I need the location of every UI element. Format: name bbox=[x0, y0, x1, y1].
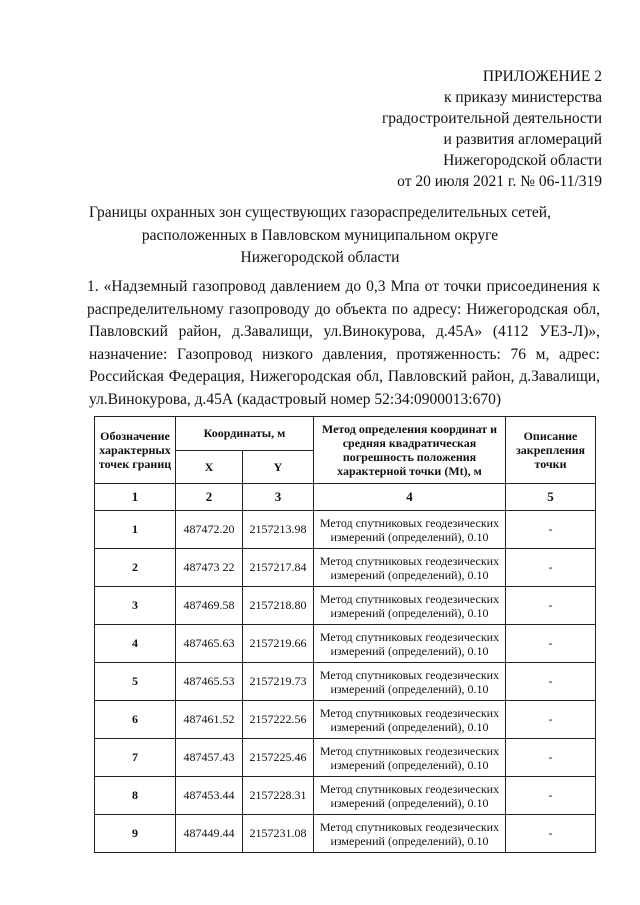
header-description: Описание закрепления точки bbox=[506, 417, 596, 484]
y-coordinate: 2157218.80 bbox=[243, 587, 314, 625]
table-row bbox=[95, 739, 596, 777]
paragraph-line: ул.Винокурова, д.45А (кадастровый номер 52:34:0900013:670) bbox=[89, 390, 501, 408]
appendix-header bbox=[282, 66, 602, 192]
point-number: 8 bbox=[95, 777, 176, 815]
y-coordinate: 2157222.56 bbox=[243, 701, 314, 739]
document-title bbox=[40, 202, 600, 270]
appendix-order-line: к приказу министерства bbox=[444, 89, 602, 106]
description-cell: - bbox=[506, 815, 596, 853]
appendix-ministry-line: градостроительной деятельности bbox=[381, 110, 602, 127]
description-cell: - bbox=[506, 701, 596, 739]
y-coordinate: 2157219.66 bbox=[243, 625, 314, 663]
x-coordinate: 487473 22 bbox=[176, 549, 243, 587]
title-line: Нижегородской области bbox=[240, 249, 400, 266]
paragraph-line: Павловский район, д.Завалищи, ул.Винокурова, д.45А» (4112 УЕЗ-Л)», bbox=[89, 323, 600, 340]
appendix-region-line: Нижегородской области bbox=[443, 152, 602, 169]
description-cell: - bbox=[506, 511, 596, 549]
header-coordinates: Координаты, м bbox=[176, 417, 314, 451]
y-coordinate: 2157228.31 bbox=[243, 777, 314, 815]
description-cell: - bbox=[506, 587, 596, 625]
method-cell: Метод спутниковых геодезических измерений (определений), 0.10 bbox=[314, 701, 506, 739]
description-cell: - bbox=[506, 777, 596, 815]
method-cell: Метод спутниковых геодезических измерений (определений), 0.10 bbox=[314, 815, 506, 853]
paragraph-line: распределительному газопроводу до объекта по адресу: Нижегородская обл, bbox=[87, 300, 600, 318]
point-number: 1 bbox=[95, 511, 176, 549]
method-cell: Метод спутниковых геодезических измерений (определений), 0.10 bbox=[314, 549, 506, 587]
table-row bbox=[95, 625, 596, 663]
point-number: 3 bbox=[95, 587, 176, 625]
point-number: 7 bbox=[95, 739, 176, 777]
table-row bbox=[95, 815, 596, 853]
paragraph-line: назначение: Газопровод низкого давления, протяженность: 76 м, адрес: bbox=[89, 345, 600, 363]
y-coordinate: 2157231.08 bbox=[243, 815, 314, 853]
method-cell: Метод спутниковых геодезических измерений (определений), 0.10 bbox=[314, 777, 506, 815]
description-cell: - bbox=[506, 663, 596, 701]
y-coordinate: 2157217.84 bbox=[243, 549, 314, 587]
method-cell: Метод спутниковых геодезических измерений (определений), 0.10 bbox=[314, 663, 506, 701]
table-row bbox=[95, 701, 596, 739]
method-cell: Метод спутниковых геодезических измерений (определений), 0.10 bbox=[314, 739, 506, 777]
x-coordinate: 487472.20 bbox=[176, 511, 243, 549]
x-coordinate: 487465.63 bbox=[176, 625, 243, 663]
point-number: 6 bbox=[95, 701, 176, 739]
paragraph-line: Российская Федерация, Нижегородская обл, Павловский район, д.Завалищи, bbox=[89, 368, 600, 385]
header-designation: Обозначение характерных точек границ bbox=[95, 417, 176, 484]
coordinates-table bbox=[94, 416, 596, 853]
column-number: 1 bbox=[95, 484, 176, 511]
description-cell: - bbox=[506, 625, 596, 663]
x-coordinate: 487461.52 bbox=[176, 701, 243, 739]
point-number: 4 bbox=[95, 625, 176, 663]
header-method: Метод определения координат и средняя квадратическая погрешность положения характерной точки (Mt), м bbox=[314, 417, 506, 484]
y-coordinate: 2157213.98 bbox=[243, 511, 314, 549]
table-row bbox=[95, 663, 596, 701]
appendix-order-date: от 20 июля 2021 г. № 06-11/319 bbox=[397, 173, 602, 190]
point-number: 9 bbox=[95, 815, 176, 853]
table-row bbox=[95, 587, 596, 625]
method-cell: Метод спутниковых геодезических измерений (определений), 0.10 bbox=[314, 625, 506, 663]
description-cell: - bbox=[506, 739, 596, 777]
point-number: 5 bbox=[95, 663, 176, 701]
column-number: 4 bbox=[314, 484, 506, 511]
table-row bbox=[95, 549, 596, 587]
title-line: расположенных в Павловском муниципальном округе bbox=[141, 226, 499, 244]
column-number: 3 bbox=[243, 484, 314, 511]
method-cell: Метод спутниковых геодезических измерений (определений), 0.10 bbox=[314, 587, 506, 625]
y-coordinate: 2157219.73 bbox=[243, 663, 314, 701]
paragraph-line: 1. «Надземный газопровод давлением до 0,3 Мпа от точки присоединения к bbox=[87, 278, 600, 295]
x-coordinate: 487457.43 bbox=[176, 739, 243, 777]
point-number: 2 bbox=[95, 549, 176, 587]
object-description bbox=[89, 276, 600, 411]
appendix-label: ПРИЛОЖЕНИЕ 2 bbox=[482, 68, 602, 85]
description-cell: - bbox=[506, 549, 596, 587]
x-coordinate: 487453.44 bbox=[176, 777, 243, 815]
x-coordinate: 487449.44 bbox=[176, 815, 243, 853]
header-x: X bbox=[176, 450, 243, 484]
header-y: Y bbox=[243, 450, 314, 484]
column-number: 2 bbox=[176, 484, 243, 511]
table-row bbox=[95, 511, 596, 549]
method-cell: Метод спутниковых геодезических измерений (определений), 0.10 bbox=[314, 511, 506, 549]
table-row bbox=[95, 777, 596, 815]
y-coordinate: 2157225.46 bbox=[243, 739, 314, 777]
appendix-agglomeration-line: и развития агломераций bbox=[443, 131, 602, 148]
x-coordinate: 487465.53 bbox=[176, 663, 243, 701]
title-line: Границы охранных зон существующих газораспределительных сетей, bbox=[89, 204, 551, 221]
column-number: 5 bbox=[506, 484, 596, 511]
x-coordinate: 487469.58 bbox=[176, 587, 243, 625]
